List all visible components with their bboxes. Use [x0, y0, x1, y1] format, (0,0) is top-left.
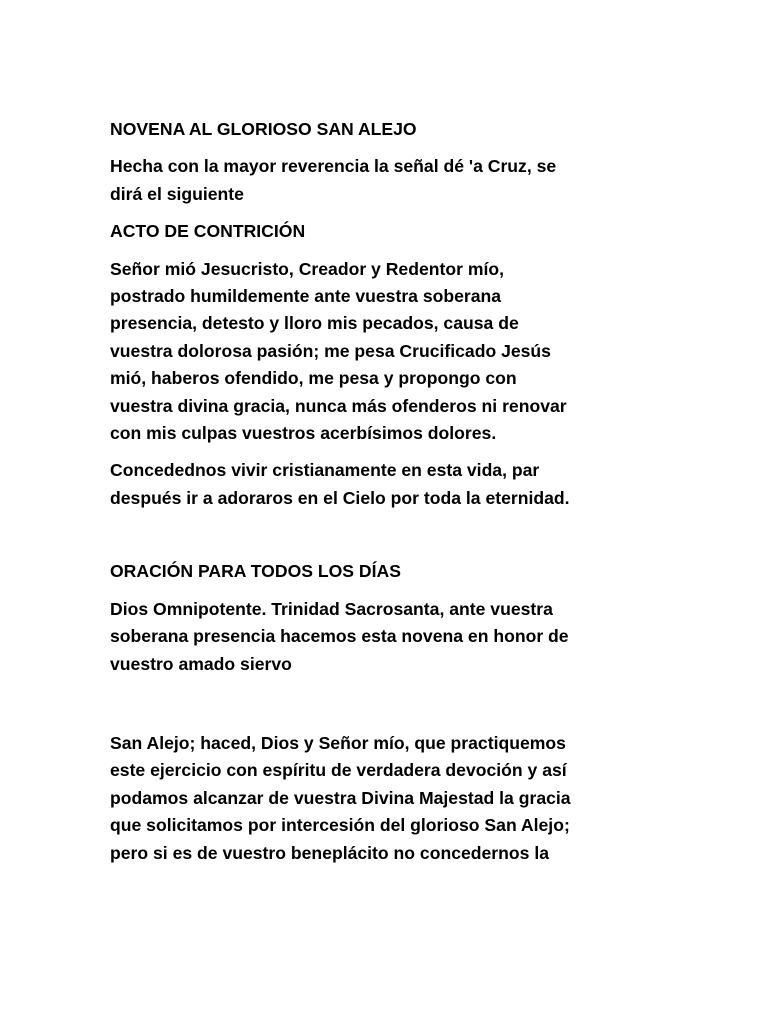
spacer [110, 586, 658, 596]
document-title: NOVENA AL GLORIOSO SAN ALEJO [110, 119, 417, 139]
act-paragraph-1: Señor mió Jesucristo, Creador y Redentor mío, postrado humildemente ante vuestra soberana presencia, detesto y lloro mis pecados, causa de vuestra dolorosa pasión; me pesa Crucificado Jesús mió, haberos ofendido, me pesa y propongo con vuestra divina gracia, nunca más ofenderos ni renovar con mis culpas vuestros acerbísimos dolores. [110, 258, 567, 444]
document-body [110, 116, 658, 867]
prayer-heading: ORACIÓN PARA TODOS LOS DÍAS [110, 561, 401, 582]
prayer-paragraph-1: Dios Omnipotente. Trinidad Sacrosanta, ante vuestra soberana presencia hacemos esta novena en honor de vuestro amado siervo [110, 598, 569, 674]
spacer [110, 143, 658, 153]
intro-paragraph: Hecha con la mayor reverencia la señal dé 'a Cruz, se dirá el siguiente [110, 156, 557, 204]
spacer [110, 208, 658, 218]
spacer [110, 447, 658, 457]
spacer [110, 246, 658, 256]
act-heading: ACTO DE CONTRICIÓN [110, 221, 306, 242]
spacer [110, 512, 658, 558]
prayer-paragraph-2: San Alejo; haced, Dios y Señor mío, que practiquemos este ejercicio con espíritu de verdadera devoción y así podamos alcanzar de vuestra Divina Majestad la gracia que solicitamos por intercesión del glorioso San Alejo; pero si es de vuestro beneplácito no concedernos la [110, 732, 571, 863]
spacer [110, 678, 658, 730]
act-paragraph-2: Concedednos vivir cristianamente en esta vida, par después ir a adoraros en el Cielo por toda la eternidad. [110, 460, 570, 508]
